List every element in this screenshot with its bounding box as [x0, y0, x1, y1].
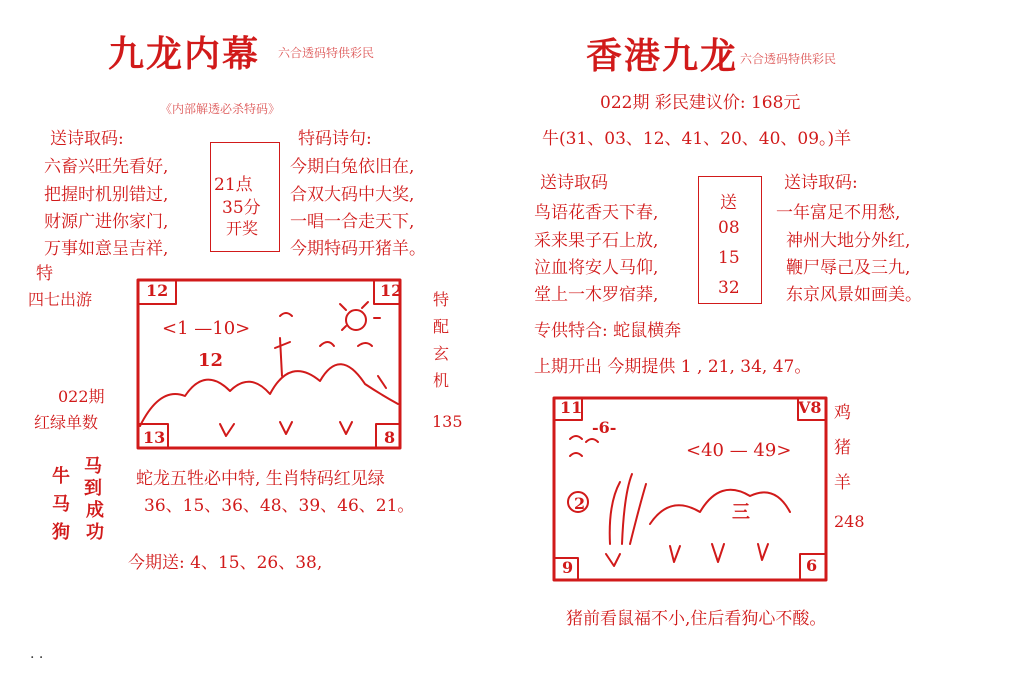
left-mountain-sketch: [130, 276, 410, 452]
right-poem-a-line: 采来果子石上放,: [534, 231, 659, 251]
left-poem-b-title: 特码诗句:: [298, 129, 372, 149]
left-drawing-corner-tl: 12: [146, 281, 169, 300]
send-box-number: 32: [718, 278, 740, 298]
right-drawing-corner-tl: 11: [560, 398, 583, 417]
left-drawing-range: <1 —10>: [162, 318, 251, 339]
left-right-margin-number: 135: [432, 412, 463, 431]
footer-dots: . .: [30, 646, 44, 662]
right-side-rooster: 鸡: [834, 403, 851, 423]
right-drawing-range: <40 — 49>: [686, 440, 792, 461]
right-poem-a-title: 送诗取码: [540, 173, 608, 193]
left-poem-b-line: 一唱一合走天下,: [290, 212, 415, 232]
right-drawing-circle-number: 2: [574, 494, 586, 513]
hand-note-dog: 狗: [52, 522, 70, 543]
time-box-draw: 开奖: [226, 219, 259, 238]
right-last-line: 上期开出 今期提供 1 , 21, 34, 47。: [534, 357, 812, 377]
left-subtitle: 六合透码特供彩民: [278, 46, 375, 60]
left-margin-colors: 红绿单数: [34, 413, 99, 432]
left-poem-a-line: 万事如意呈吉祥,: [44, 239, 169, 259]
right-poem-a-line: 堂上一木罗宿莽,: [534, 285, 659, 305]
right-drawing-corner-bl: 9: [562, 558, 574, 577]
right-poem-b-title: 送诗取码:: [784, 173, 858, 193]
right-special: 专供特合: 蛇鼠横奔: [534, 321, 682, 341]
left-line-send: 今期送: 4、15、26、38,: [128, 553, 323, 573]
right-side-number: 248: [834, 512, 865, 531]
left-drawing-corner-bl: 13: [143, 428, 166, 447]
left-poem-a-line: 把握时机别错过,: [44, 185, 169, 205]
right-drawing-note: -6-: [592, 418, 617, 437]
left-te-label: 特: [36, 264, 53, 284]
left-poem-a-line: 六畜兴旺先看好,: [44, 157, 169, 177]
left-right-margin-vertical: 特配玄机: [432, 290, 449, 390]
left-poem-a-title: 送诗取码:: [50, 129, 124, 149]
hand-note-horse: 马: [52, 494, 70, 515]
hand-note-ox: 牛: [52, 466, 70, 487]
right-poem-a-line: 泣血将安人马仰,: [534, 258, 659, 278]
right-bottom-verse: 猪前看鼠福不小,住后看狗心不酸。: [566, 609, 827, 629]
right-poem-b-line: 鞭尸辱己及三九,: [786, 258, 911, 278]
right-poem-a-line: 鸟语花香天下春,: [534, 203, 659, 223]
hand-note-success-b: 成功: [86, 500, 104, 543]
left-margin-issue: 022期: [58, 387, 105, 406]
right-cow-line: 牛(31、03、12、41、20、40、09。)羊: [542, 129, 852, 149]
send-box-number: 15: [718, 248, 740, 268]
left-line-verse: 蛇龙五牲必中特, 生肖特码红见绿: [136, 469, 385, 489]
right-price-line: 022期 彩民建议价: 168元: [600, 93, 801, 113]
right-poem-b-line: 一年富足不用愁,: [776, 203, 901, 223]
right-side-pig: 猪: [834, 438, 851, 458]
left-poem-b-line: 今期白兔依旧在,: [290, 157, 415, 177]
right-poem-b-line: 神州大地分外红,: [786, 231, 911, 251]
left-poem-b-line: 今期特码开猪羊。: [290, 239, 426, 259]
right-drawing-corner-br: 6: [806, 556, 818, 575]
right-title: 香港九龙: [586, 35, 739, 77]
right-drawing-corner-tr: V8: [798, 398, 822, 417]
left-drawing-corner-tr: 12: [380, 281, 403, 300]
left-drawing-corner-br: 8: [384, 428, 396, 447]
send-box-label: 送: [720, 193, 737, 213]
send-box-number: 08: [718, 218, 740, 238]
left-title: 九龙内幕: [108, 33, 261, 75]
left-margin-travel: 四七出游: [28, 290, 93, 309]
left-line-numbers: 36、15、36、48、39、46、21。: [144, 496, 415, 516]
hand-note-success-a: 马到: [84, 456, 102, 499]
time-box-minute: 35分: [222, 198, 261, 218]
time-box-hour: 21点: [214, 175, 253, 195]
right-side-goat: 羊: [834, 473, 851, 493]
right-drawing-mid-mark: 三: [732, 502, 750, 523]
right-poem-b-line: 东京风景如画美。: [786, 285, 922, 305]
right-subtitle: 六合透码特供彩民: [740, 52, 837, 66]
left-drawing-number: 12: [198, 350, 224, 371]
left-bracket-note: 《内部解透必杀特码》: [160, 102, 281, 116]
left-poem-b-line: 合双大码中大奖,: [290, 185, 415, 205]
left-poem-a-line: 财源广进你家门,: [44, 212, 169, 232]
